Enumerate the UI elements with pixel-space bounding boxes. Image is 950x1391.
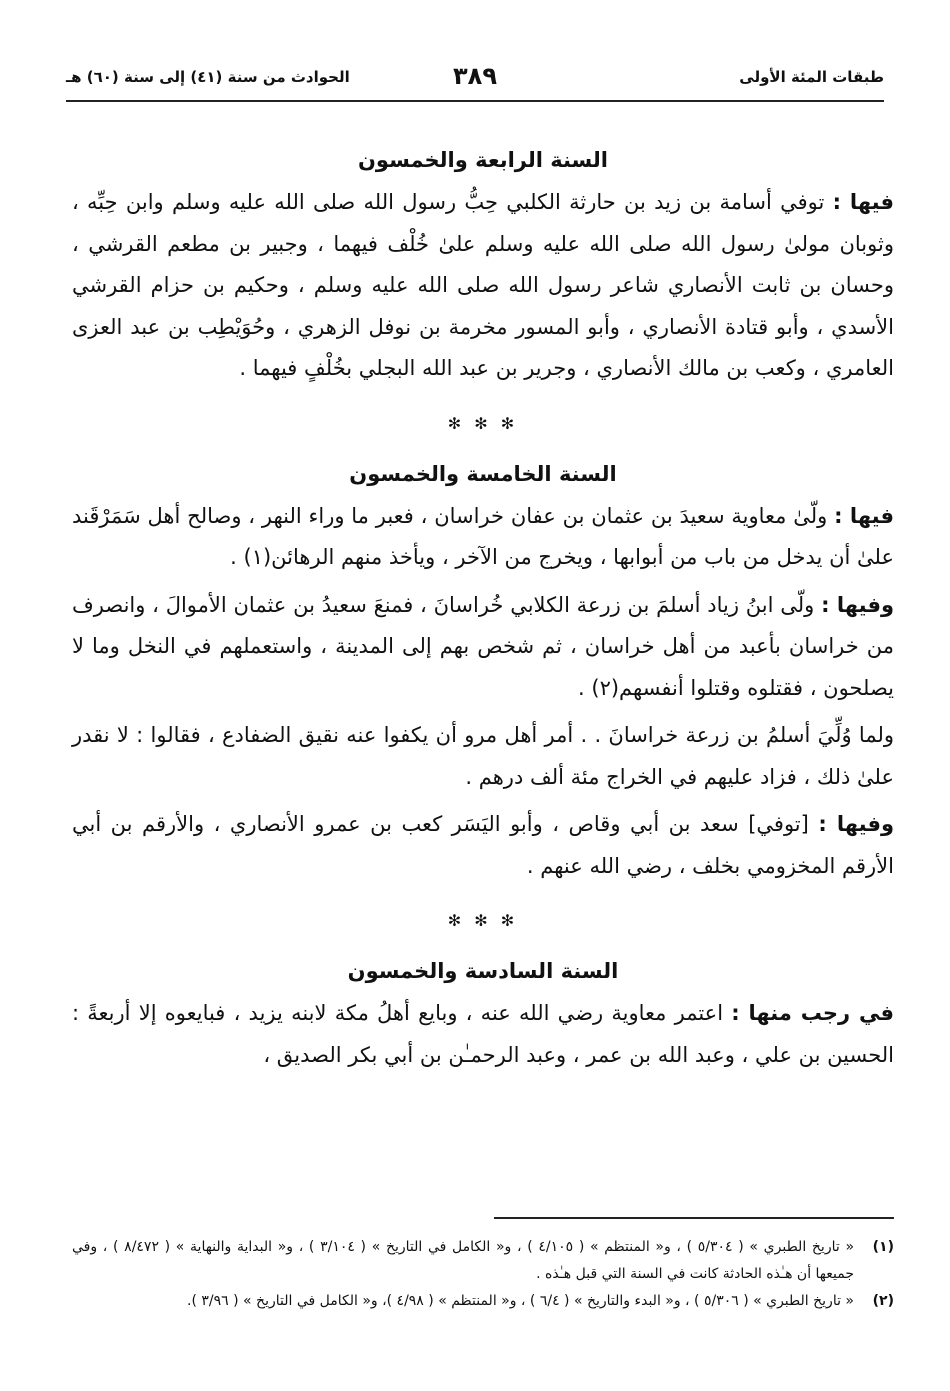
footnote-number: (١) — [872, 1239, 894, 1255]
page-number: ٣٨٩ — [453, 62, 497, 90]
paragraph — [72, 993, 894, 1076]
paragraph-text: توفي أسامة بن زيد بن حارثة الكلبي حِبُّ رسول الله صلى الله عليه وسلم وابن حِبِّه ، وثوبان مولىٰ رسول الله صلى الله عليه وسلم علىٰ خُلْف فيهما ، وجبير بن مطعم القرشي ، وحسان بن ثابت الأنصاري شاعر رسول الله صلى الله عليه وسلم ، وحكيم بن حزام القرشي الأسدي ، وأبو قتادة الأنصاري ، وأبو المسور مخرمة بن نوفل الزهري ، وحُوَيْطِب بن عبد العزى العامري ، وكعب بن مالك الأنصاري ، وجرير بن عبد الله البجلي بخُلْفٍ فيهما . — [72, 190, 894, 380]
paragraph — [72, 715, 894, 798]
paragraph-text: اعتمر معاوية رضي الله عنه ، وبايع أهلُ مكة لابنه يزيد ، فبايعوه إلا أربعةً : الحسين بن علي ، وعبد الله بن عمر ، وعبد الرحمـٰن بن أبي بكر الصديق ، — [72, 1001, 894, 1067]
footnote-number: (٢) — [872, 1293, 894, 1309]
paragraph-text: [توفي] سعد بن أبي وقاص ، وأبو اليَسَر كعب بن عمرو الأنصاري ، والأرقم بن أبي الأرقم المخزومي بخلف ، رضي الله عنهم . — [72, 812, 894, 878]
paragraph — [72, 496, 894, 579]
footnote-divider — [494, 1217, 894, 1219]
paragraph — [72, 804, 894, 887]
paragraph-lead: فيها : — [832, 190, 895, 214]
section-title-year-54: السنة الرابعة والخمسون — [357, 148, 608, 172]
section-separator: ✻ ✻ ✻ — [447, 413, 519, 433]
footnotes — [72, 1234, 894, 1315]
paragraph-lead: وفيها : — [818, 812, 894, 836]
paragraph-lead: فيها : — [834, 503, 895, 528]
running-header — [66, 62, 884, 102]
footnote — [72, 1234, 894, 1288]
running-title: الحوادث من سنة (٤١) إلى سنة (٦٠) هـ — [66, 68, 350, 86]
paragraph-lead: في رجب منها : — [731, 1001, 894, 1025]
paragraph-text: ولّىٰ معاوية سعيدَ بن عثمان بن عفان خراسان ، فعبر ما وراء النهر ، وصالح أهل سَمَرْقَند علىٰ أن يدخل من باب من أبوابها ، ويخرج من الآخر ، ويأخذ منهم الرهائن(١) . — [72, 503, 894, 569]
book-title: طبقات المئة الأولى — [739, 68, 884, 86]
footnote-text: « تاريخ الطبري » ( ٥/٣٠٤ ) ، و« المنتظم » ( ٤/١٠٥ ) ، و« الكامل في التاريخ » ( ٣/١٠٤ ) ، و« البداية والنهاية » ( ٨/٤٧٢ ) ، وفي جميعها أن هـٰذه الحادثة كانت في السنة التي قبل هـٰذه . — [72, 1239, 855, 1282]
paragraph-lead: وفيها : — [821, 592, 894, 617]
paragraph — [72, 182, 894, 390]
footnote — [72, 1288, 894, 1315]
paragraph-text: ولما وُلِّيَ أسلمُ بن زرعة خراسانَ . . أمر أهل مرو أن يكفوا عنه نقيق الضفادع ، فقالوا : لا نقدر علىٰ ذلك ، فزاد عليهم في الخراج مئة ألف درهم . — [72, 723, 894, 789]
paragraph-text: ولّى ابنُ زياد أسلمَ بن زرعة الكلابي خُراسانَ ، فمنعَ سعيدُ بن عثمان الأموالَ ، وانصرف من خراسان بأعبد من أهل خراسان ، ثم شخص بهم إلى المدينة ، واستعملهم في النخل وما لا يصلحون ، فقتلوه وقتلوا أنفسهم(٢) . — [72, 592, 894, 700]
footnote-text: « تاريخ الطبري » ( ٥/٣٠٦ ) ، و« البدء والتاريخ » ( ٦/٤ ) ، و« المنتظم » ( ٤/٩٨ )، و« الكامل في التاريخ » ( ٣/٩٦ ). — [187, 1293, 854, 1309]
section-title-year-55: السنة الخامسة والخمسون — [349, 461, 617, 486]
section-separator: ✻ ✻ ✻ — [447, 911, 519, 930]
header-divider — [66, 100, 884, 102]
page-body — [72, 138, 894, 1076]
section-title-year-56: السنة السادسة والخمسون — [347, 959, 619, 983]
paragraph — [72, 585, 894, 710]
